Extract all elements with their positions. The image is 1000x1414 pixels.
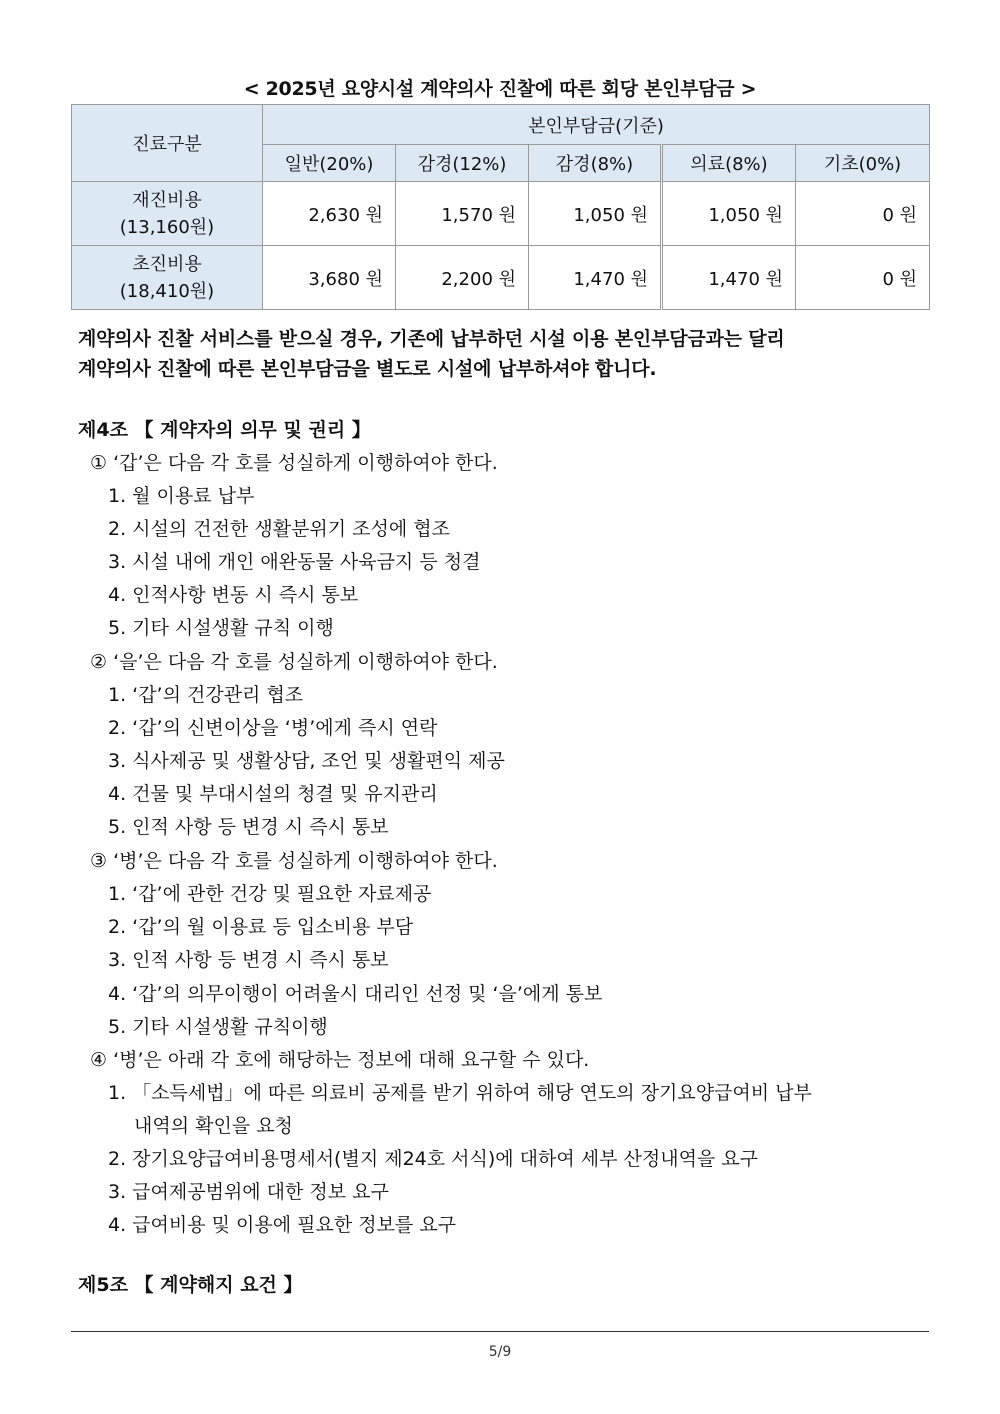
list-item: 4. 급여비용 및 이용에 필요한 정보를 요구 xyxy=(108,1214,457,1236)
list-item-continuation: 내역의 확인을 요청 xyxy=(134,1115,293,1137)
list-item: 3. 식사제공 및 생활상담, 조언 및 생활편익 제공 xyxy=(108,750,505,772)
list-item: 1. 월 이용료 납부 xyxy=(108,485,255,507)
list-item: 2. 장기요양급여비용명세서(별지 제24호 서식)에 대하여 세부 산정내역을 요구 xyxy=(108,1148,759,1170)
row-label xyxy=(72,182,263,246)
table-cell: 1,470 원 xyxy=(662,246,796,310)
list-item: 1. ‘갑’의 건강관리 협조 xyxy=(108,684,304,706)
page-number: 5/9 xyxy=(488,1344,512,1360)
copayment-notice xyxy=(78,324,938,384)
row-label-cost: (13,160원) xyxy=(119,216,215,238)
clause-1: ① ‘갑’은 다음 각 호를 성실하게 이행하여야 한다. xyxy=(90,452,498,474)
row-label xyxy=(72,246,263,310)
list-item: 2. 시설의 건전한 생활분위기 조성에 협조 xyxy=(108,518,450,540)
table-cell: 2,200 원 xyxy=(396,246,529,310)
row-label-name: 초진비용 xyxy=(132,253,202,275)
list-item: 3. 인적 사항 등 변경 시 즉시 통보 xyxy=(108,949,389,971)
table-row xyxy=(72,182,930,246)
list-item: 4. ‘갑’의 의무이행이 어려울시 대리인 선정 및 ‘을’에게 통보 xyxy=(108,983,603,1005)
list-item: 4. 인적사항 변동 시 즉시 통보 xyxy=(108,584,359,606)
list-item: 5. 기타 시설생활 규칙 이행 xyxy=(108,617,334,639)
table-cell: 0 원 xyxy=(796,182,930,246)
clause-3: ③ ‘병’은 다음 각 호를 성실하게 이행하여야 한다. xyxy=(90,850,498,872)
table-cell: 1,570 원 xyxy=(396,182,529,246)
header-col-medical: 의료(8%) xyxy=(662,145,796,182)
header-col-basic: 기초(0%) xyxy=(796,145,930,182)
list-item: 2. ‘갑’의 월 이용료 등 입소비용 부담 xyxy=(108,916,414,938)
header-col-reduced8: 감경(8%) xyxy=(529,145,662,182)
copayment-table xyxy=(71,104,930,310)
table-cell: 3,680 원 xyxy=(263,246,396,310)
footer-divider xyxy=(71,1331,929,1332)
list-item: 1. ‘갑’에 관한 건강 및 필요한 자료제공 xyxy=(108,883,432,905)
list-item: 3. 시설 내에 개인 애완동물 사육금지 등 청결 xyxy=(108,551,481,573)
table-cell: 2,630 원 xyxy=(263,182,396,246)
list-item: 5. 인적 사항 등 변경 시 즉시 통보 xyxy=(108,816,389,838)
list-item: 4. 건물 및 부대시설의 청결 및 유지관리 xyxy=(108,783,438,805)
table-cell: 0 원 xyxy=(796,246,930,310)
notice-line: 계약의사 진찰에 따른 본인부담금을 별도로 시설에 납부하셔야 합니다. xyxy=(78,358,657,380)
list-item: 3. 급여제공범위에 대한 정보 요구 xyxy=(108,1181,389,1203)
table-title: < 2025년 요양시설 계약의사 진찰에 따른 회당 본인부담금 > xyxy=(243,78,757,100)
header-copayment-group: 본인부담금(기준) xyxy=(263,105,930,145)
table-cell: 1,470 원 xyxy=(529,246,662,310)
clause-4: ④ ‘병’은 아래 각 호에 해당하는 정보에 대해 요구할 수 있다. xyxy=(90,1049,590,1071)
header-col-general: 일반(20%) xyxy=(263,145,396,182)
row-label-name: 재진비용 xyxy=(132,189,202,211)
table-row xyxy=(72,246,930,310)
article-5-title: 제5조 【 계약해지 요건 】 xyxy=(78,1274,303,1296)
list-item: 1. 「소득세법」에 따른 의료비 공제를 받기 위하여 해당 연도의 장기요양급여비 납부 xyxy=(108,1082,812,1104)
header-category: 진료구분 xyxy=(72,105,263,182)
clause-2: ② ‘을’은 다음 각 호를 성실하게 이행하여야 한다. xyxy=(90,651,498,673)
notice-line: 계약의사 진찰 서비스를 받으실 경우, 기존에 납부하던 시설 이용 본인부담금과는 달리 xyxy=(78,328,785,350)
table-cell: 1,050 원 xyxy=(662,182,796,246)
header-col-reduced12: 감경(12%) xyxy=(396,145,529,182)
list-item: 2. ‘갑’의 신변이상을 ‘병’에게 즉시 연락 xyxy=(108,717,438,739)
list-item: 5. 기타 시설생활 규칙이행 xyxy=(108,1016,328,1038)
table-cell: 1,050 원 xyxy=(529,182,662,246)
row-label-cost: (18,410원) xyxy=(119,280,215,302)
article-4-title: 제4조 【 계약자의 의무 및 권리 】 xyxy=(78,419,371,441)
